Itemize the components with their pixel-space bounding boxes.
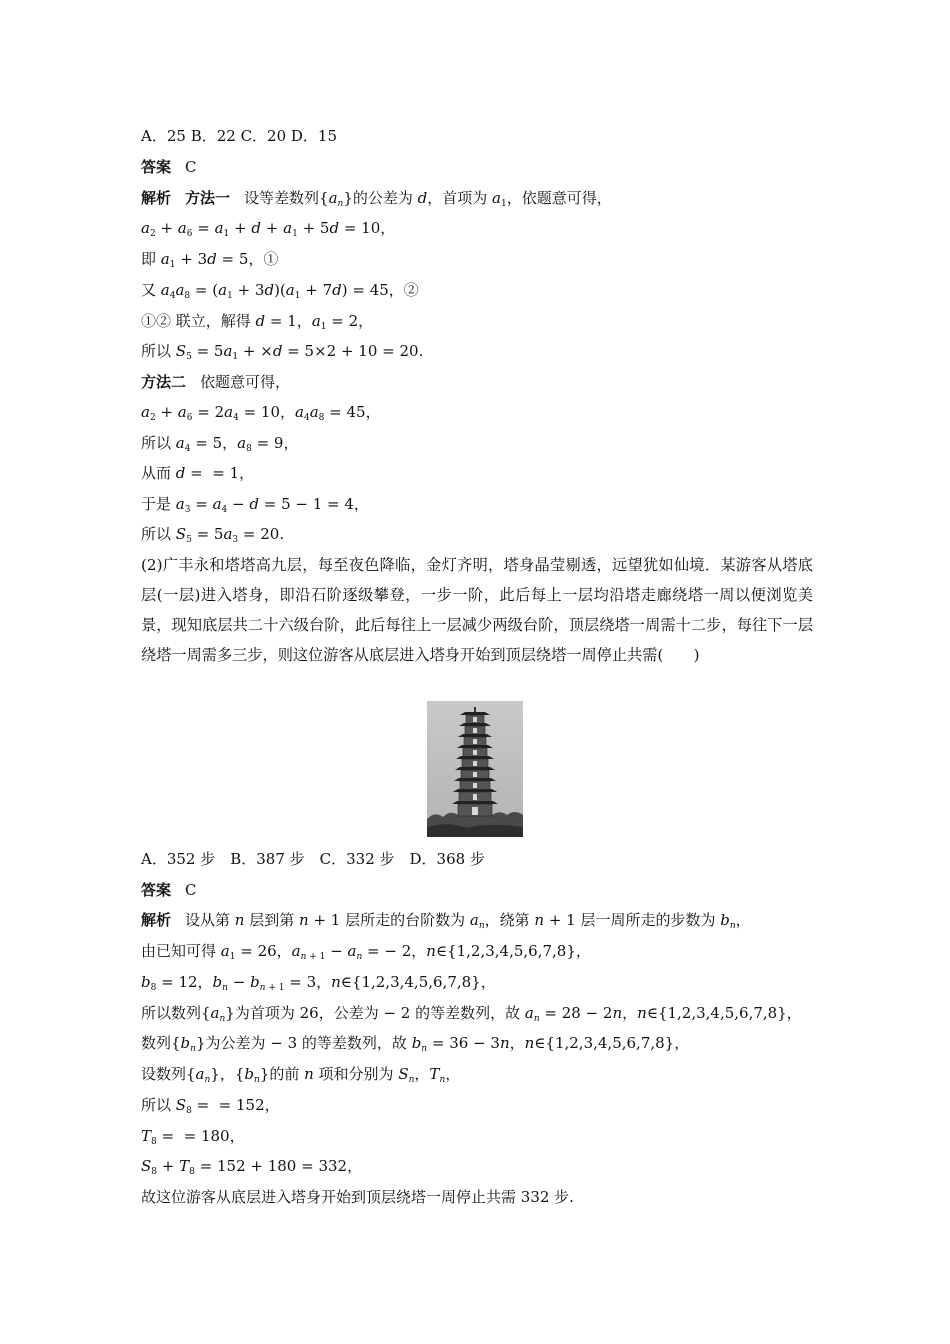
q1-answer: [141, 157, 197, 177]
q1-eq2: 即 $a_1 + 3d = 5$，①: [141, 250, 279, 270]
q1-eq6: $a_2 + a_6 = 2a_4 = 10$，$a_4a_8 = 45$，: [141, 403, 381, 423]
q1-answer-label: 答案: [141, 158, 172, 176]
q2-final: 故这位游客从底层进入塔身开始到顶层绕塔一周停止共需 332 步.: [141, 1188, 574, 1206]
q2-eq1: 由已知可得 $a_1 = 26$，$a_{n + 1} - a_n$ = − 2，n∈{1,2,3,4,5,6,7,8}，: [141, 942, 591, 962]
q1-method2: 方法二 依题意可得，: [141, 373, 291, 391]
q1-analysis-label: 解析: [141, 189, 172, 207]
q1-eq5: 所以 $S_5 = 5a_1 + \times d = 5\times 2 + 10 = 20$.: [141, 342, 424, 362]
q2-eq4: 数列$\{b_n\}$为公差为 − 3 的等差数列，故 $b_n = 36 - 3n$，n∈{1,2,3,4,5,6,7,8}，: [141, 1034, 690, 1054]
q2-analysis-label: 解析: [141, 911, 172, 929]
q2-eq8: $S_8 + T_8 = 152 + 180 = 332$，: [141, 1157, 363, 1177]
q2-analysis-line1: 解析 设从第 n 层到第 n + 1 层所走的台阶数为 $a_n$，绕第 n + 1 层一周所走的步数为 $b_n$，: [141, 911, 751, 931]
q1-eq1: $a_2 + a_6 = a_1 + d + a_1 + 5d = 10$，: [141, 219, 396, 239]
q2-eq5: 设数列$\{a_n\}$，$\{b_n\}$的前 n 项和分别为 $S_n$，$T_n$，: [141, 1065, 461, 1085]
q2-eq3: 所以数列$\{a_n\}$为首项为 26，公差为 − 2 的等差数列，故 $a_n = 28 - 2n$，n∈{1,2,3,4,5,6,7,8}，: [141, 1004, 802, 1024]
q2-eq2: $b_8 = 12$，$b_n - b_{n + 1} = 3$，n∈{1,2,3,4,5,6,7,8}，: [141, 973, 496, 993]
q1-eq8: 从而 d = = 1，: [141, 464, 255, 482]
q1-eq7: 所以 $a_4 = 5$，$a_8 = 9$，: [141, 434, 299, 454]
q2-answer-label: 答案: [141, 881, 172, 899]
q1-eq9: 于是 $a_3 = a_4 - d = 5 - 1 = 4$，: [141, 495, 369, 515]
q2-answer-value: C: [185, 881, 197, 899]
q1-conclusion-tail: = 20.: [242, 525, 285, 543]
q1-method2-label: 方法二: [141, 373, 187, 391]
q1-eq4: ①② 联立，解得 d = 1，$a_1 = 2$，: [141, 312, 374, 332]
q1-eq10: 所以 $S_5 = 5a_3 = 20$.: [141, 525, 285, 545]
q1-options: A．25 B．22 C．20 D．15: [141, 127, 338, 145]
q2-answer: [141, 880, 197, 900]
q2-eq6: 所以 $S_8$ = = 152，: [141, 1096, 280, 1116]
q1-analysis-line1: 解析 方法一 设等差数列$\{a_n\}$的公差为 d，首项为 $a_1$，依题意可得，: [141, 189, 612, 209]
q2-problem: (2)广丰永和塔塔高九层，每至夜色降临，金灯齐明，塔身晶莹剔透，远望犹如仙境．某游客从塔底层(一层)进入塔身，即沿石阶逐级攀登，一步一阶，此后每上一层均沿塔走廊绕塔一周以便浏览美景，现知底层共二十六级台阶，此后每往上一层减少两级台阶，顶层绕塔一周需十二步，每往下一层绕塔一周需多三步，则这位游客从底层进入塔身开始到顶层绕塔一周停止共需( ): [141, 556, 813, 664]
q2-eq7: $T_8$ = = 180，: [141, 1127, 245, 1147]
q1-eq3: 又 $a_4a_8 = (a_1 + 3d)(a_1 + 7d) = 45$，②: [141, 281, 419, 301]
q1-answer-value: C: [185, 158, 197, 176]
pagoda-photo: [427, 701, 523, 837]
q2-options: A．352 步 B．387 步 C．332 步 D．368 步: [141, 850, 485, 868]
q1-method1-label: 方法一: [185, 189, 231, 207]
